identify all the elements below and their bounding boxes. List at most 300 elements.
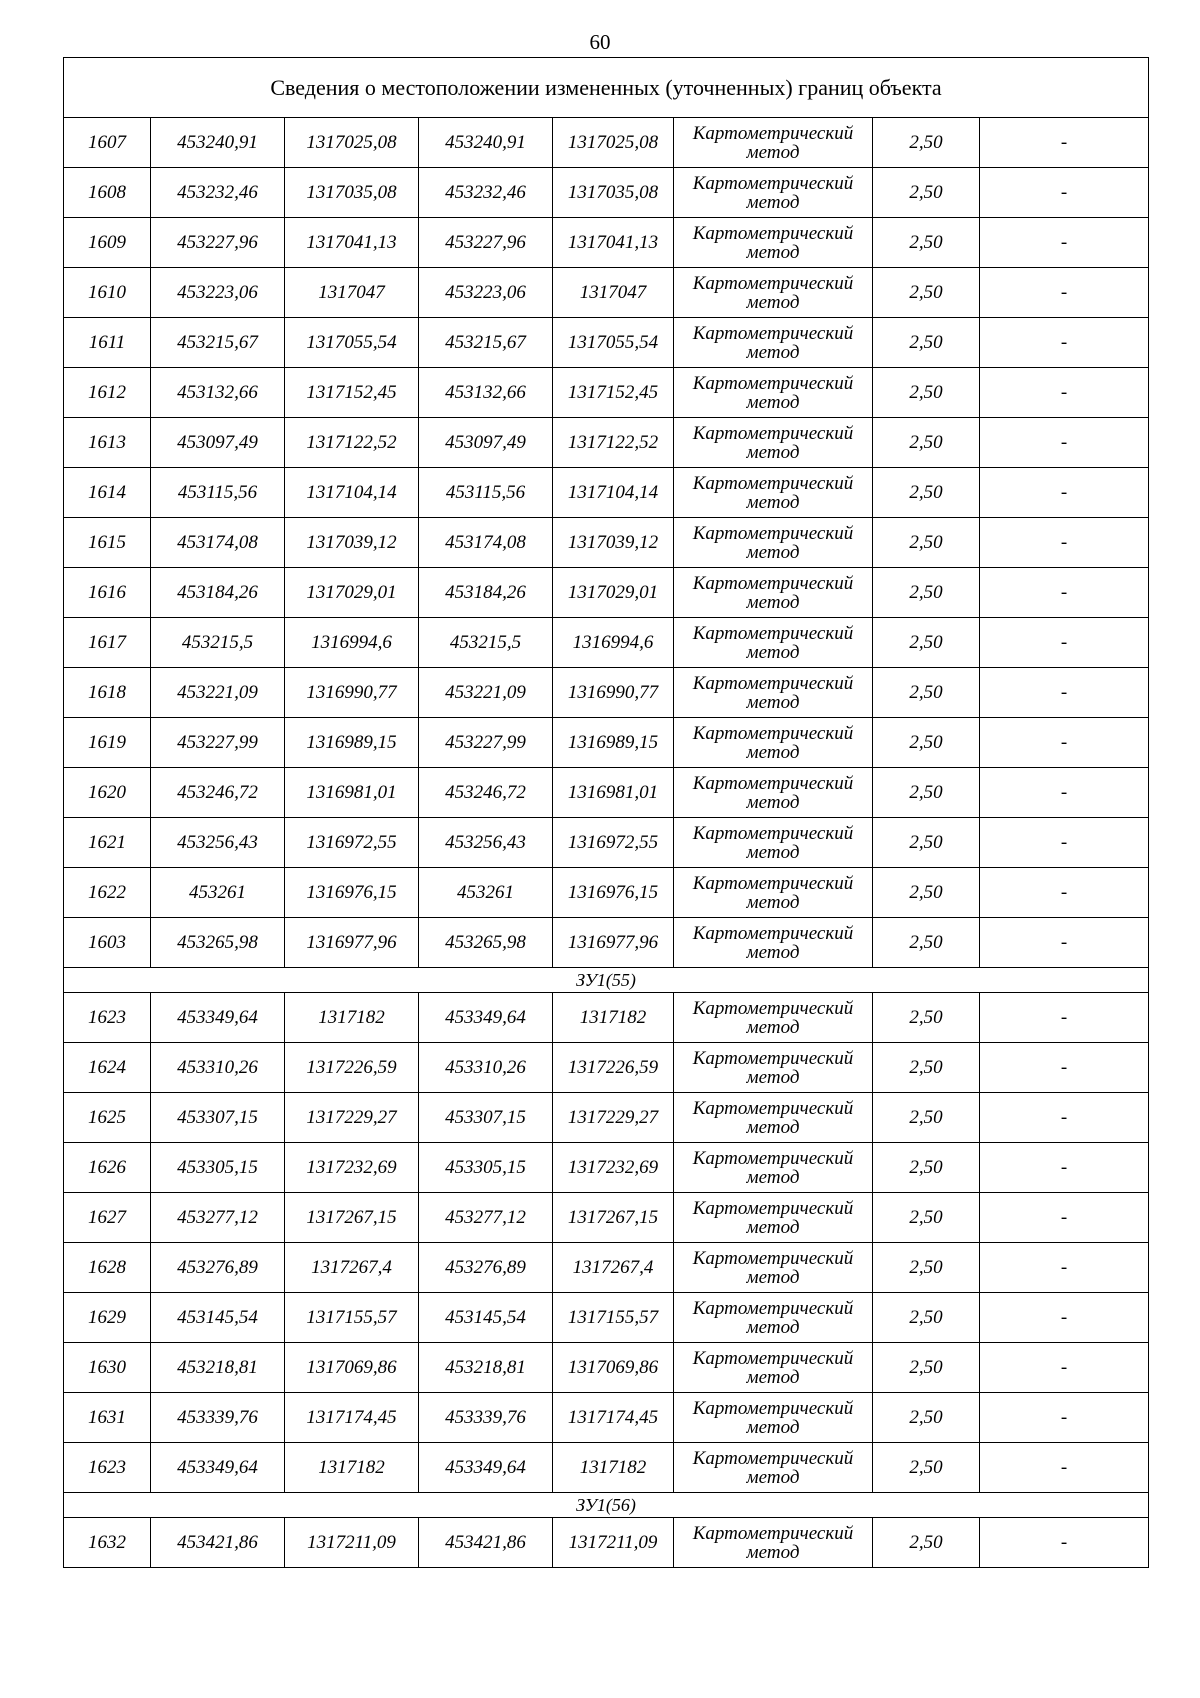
table-row bbox=[64, 1518, 1149, 1568]
x-new-cell: 453132,66 bbox=[419, 368, 553, 418]
method-line1: Картометрический bbox=[692, 922, 854, 944]
table-row bbox=[64, 718, 1149, 768]
x-existing-cell: 453261 bbox=[151, 868, 285, 918]
method-line2: метод bbox=[746, 541, 800, 563]
method-line2: метод bbox=[746, 1116, 800, 1138]
method-cell bbox=[674, 268, 873, 318]
note-cell: - bbox=[980, 1193, 1149, 1243]
point-number-cell: 1625 bbox=[64, 1093, 151, 1143]
x-existing-cell: 453097,49 bbox=[151, 418, 285, 468]
note-cell: - bbox=[980, 418, 1149, 468]
method-line1: Картометрический bbox=[692, 372, 854, 394]
x-existing-cell: 453240,91 bbox=[151, 118, 285, 168]
method-cell bbox=[674, 768, 873, 818]
table-row bbox=[64, 818, 1149, 868]
method-cell bbox=[674, 818, 873, 868]
point-number-cell: 1616 bbox=[64, 568, 151, 618]
method-line2: метод bbox=[746, 641, 800, 663]
method-cell bbox=[674, 368, 873, 418]
section-label: ЗУ1(56) bbox=[64, 1493, 1149, 1518]
note-cell: - bbox=[980, 568, 1149, 618]
method-line1: Картометрический bbox=[692, 522, 854, 544]
y-existing-cell: 1317232,69 bbox=[285, 1143, 419, 1193]
table-row bbox=[64, 868, 1149, 918]
x-existing-cell: 453246,72 bbox=[151, 768, 285, 818]
x-new-cell: 453174,08 bbox=[419, 518, 553, 568]
note-cell: - bbox=[980, 168, 1149, 218]
method-line1: Картометрический bbox=[692, 1397, 854, 1419]
method-line2: метод bbox=[746, 1266, 800, 1288]
note-cell: - bbox=[980, 1343, 1149, 1393]
method-line1: Картометрический bbox=[692, 1447, 854, 1469]
method-cell bbox=[674, 668, 873, 718]
y-existing-cell: 1316976,15 bbox=[285, 868, 419, 918]
x-existing-cell: 453276,89 bbox=[151, 1243, 285, 1293]
method-line2: метод bbox=[746, 1316, 800, 1338]
method-line1: Картометрический bbox=[692, 422, 854, 444]
y-new-cell: 1317104,14 bbox=[553, 468, 674, 518]
point-number-cell: 1615 bbox=[64, 518, 151, 568]
method-line1: Картометрический bbox=[692, 722, 854, 744]
table-row bbox=[64, 118, 1149, 168]
x-new-cell: 453349,64 bbox=[419, 1443, 553, 1493]
accuracy-cell: 2,50 bbox=[873, 818, 980, 868]
table-row bbox=[64, 1443, 1149, 1493]
x-new-cell: 453246,72 bbox=[419, 768, 553, 818]
method-cell bbox=[674, 218, 873, 268]
note-cell: - bbox=[980, 218, 1149, 268]
accuracy-cell: 2,50 bbox=[873, 418, 980, 468]
y-existing-cell: 1316989,15 bbox=[285, 718, 419, 768]
x-existing-cell: 453184,26 bbox=[151, 568, 285, 618]
y-existing-cell: 1317039,12 bbox=[285, 518, 419, 568]
method-line1: Картометрический bbox=[692, 772, 854, 794]
accuracy-cell: 2,50 bbox=[873, 1443, 980, 1493]
method-line1: Картометрический bbox=[692, 1522, 854, 1544]
accuracy-cell: 2,50 bbox=[873, 1243, 980, 1293]
point-number-cell: 1629 bbox=[64, 1293, 151, 1343]
note-cell: - bbox=[980, 1443, 1149, 1493]
note-cell: - bbox=[980, 1393, 1149, 1443]
point-number-cell: 1603 bbox=[64, 918, 151, 968]
table-row bbox=[64, 1293, 1149, 1343]
method-cell bbox=[674, 1143, 873, 1193]
x-new-cell: 453227,96 bbox=[419, 218, 553, 268]
table-row bbox=[64, 1143, 1149, 1193]
x-existing-cell: 453349,64 bbox=[151, 1443, 285, 1493]
x-new-cell: 453240,91 bbox=[419, 118, 553, 168]
y-existing-cell: 1317104,14 bbox=[285, 468, 419, 518]
method-cell bbox=[674, 1518, 873, 1568]
y-new-cell: 1317226,59 bbox=[553, 1043, 674, 1093]
accuracy-cell: 2,50 bbox=[873, 993, 980, 1043]
point-number-cell: 1609 bbox=[64, 218, 151, 268]
x-new-cell: 453305,15 bbox=[419, 1143, 553, 1193]
point-number-cell: 1611 bbox=[64, 318, 151, 368]
y-existing-cell: 1317267,15 bbox=[285, 1193, 419, 1243]
x-existing-cell: 453256,43 bbox=[151, 818, 285, 868]
method-line1: Картометрический bbox=[692, 1297, 854, 1319]
note-cell: - bbox=[980, 1093, 1149, 1143]
y-existing-cell: 1316972,55 bbox=[285, 818, 419, 868]
y-existing-cell: 1316981,01 bbox=[285, 768, 419, 818]
point-number-cell: 1630 bbox=[64, 1343, 151, 1393]
note-cell: - bbox=[980, 818, 1149, 868]
accuracy-cell: 2,50 bbox=[873, 768, 980, 818]
method-cell bbox=[674, 718, 873, 768]
point-number-cell: 1619 bbox=[64, 718, 151, 768]
method-line1: Картометрический bbox=[692, 172, 854, 194]
table-row bbox=[64, 1343, 1149, 1393]
method-line2: метод bbox=[746, 241, 800, 263]
y-new-cell: 1317174,45 bbox=[553, 1393, 674, 1443]
note-cell: - bbox=[980, 993, 1149, 1043]
x-existing-cell: 453305,15 bbox=[151, 1143, 285, 1193]
note-cell: - bbox=[980, 268, 1149, 318]
accuracy-cell: 2,50 bbox=[873, 618, 980, 668]
method-line2: метод bbox=[746, 341, 800, 363]
y-existing-cell: 1317226,59 bbox=[285, 1043, 419, 1093]
accuracy-cell: 2,50 bbox=[873, 218, 980, 268]
x-new-cell: 453310,26 bbox=[419, 1043, 553, 1093]
section-row bbox=[64, 1493, 1149, 1518]
method-cell bbox=[674, 318, 873, 368]
method-cell bbox=[674, 518, 873, 568]
accuracy-cell: 2,50 bbox=[873, 368, 980, 418]
x-existing-cell: 453218,81 bbox=[151, 1343, 285, 1393]
method-line1: Картометрический bbox=[692, 997, 854, 1019]
method-line1: Картометрический bbox=[692, 1247, 854, 1269]
y-new-cell: 1317122,52 bbox=[553, 418, 674, 468]
note-cell: - bbox=[980, 868, 1149, 918]
accuracy-cell: 2,50 bbox=[873, 1343, 980, 1393]
x-existing-cell: 453421,86 bbox=[151, 1518, 285, 1568]
method-line1: Картометрический bbox=[692, 672, 854, 694]
y-new-cell: 1317267,4 bbox=[553, 1243, 674, 1293]
table-title-row bbox=[64, 58, 1149, 118]
y-new-cell: 1317039,12 bbox=[553, 518, 674, 568]
y-existing-cell: 1317182 bbox=[285, 993, 419, 1043]
x-existing-cell: 453265,98 bbox=[151, 918, 285, 968]
x-existing-cell: 453349,64 bbox=[151, 993, 285, 1043]
method-line2: метод bbox=[746, 591, 800, 613]
x-new-cell: 453339,76 bbox=[419, 1393, 553, 1443]
accuracy-cell: 2,50 bbox=[873, 1393, 980, 1443]
table-row bbox=[64, 418, 1149, 468]
x-new-cell: 453145,54 bbox=[419, 1293, 553, 1343]
method-line1: Картометрический bbox=[692, 622, 854, 644]
method-line2: метод bbox=[746, 891, 800, 913]
x-existing-cell: 453310,26 bbox=[151, 1043, 285, 1093]
y-new-cell: 1316972,55 bbox=[553, 818, 674, 868]
method-cell bbox=[674, 1093, 873, 1143]
table-row bbox=[64, 993, 1149, 1043]
x-existing-cell: 453307,15 bbox=[151, 1093, 285, 1143]
x-new-cell: 453265,98 bbox=[419, 918, 553, 968]
note-cell: - bbox=[980, 1143, 1149, 1193]
y-existing-cell: 1316990,77 bbox=[285, 668, 419, 718]
table-row bbox=[64, 368, 1149, 418]
table-row bbox=[64, 1243, 1149, 1293]
method-cell bbox=[674, 1343, 873, 1393]
table-row bbox=[64, 268, 1149, 318]
note-cell: - bbox=[980, 1518, 1149, 1568]
point-number-cell: 1608 bbox=[64, 168, 151, 218]
table-body bbox=[64, 58, 1149, 1568]
point-number-cell: 1610 bbox=[64, 268, 151, 318]
table-row bbox=[64, 1193, 1149, 1243]
table-row bbox=[64, 668, 1149, 718]
note-cell: - bbox=[980, 1243, 1149, 1293]
method-cell bbox=[674, 168, 873, 218]
note-cell: - bbox=[980, 1043, 1149, 1093]
x-new-cell: 453256,43 bbox=[419, 818, 553, 868]
y-existing-cell: 1317029,01 bbox=[285, 568, 419, 618]
method-line2: метод bbox=[746, 1541, 800, 1563]
table-row bbox=[64, 768, 1149, 818]
method-cell bbox=[674, 1043, 873, 1093]
method-line2: метод bbox=[746, 1416, 800, 1438]
x-new-cell: 453277,12 bbox=[419, 1193, 553, 1243]
y-new-cell: 1316989,15 bbox=[553, 718, 674, 768]
accuracy-cell: 2,50 bbox=[873, 668, 980, 718]
x-existing-cell: 453215,67 bbox=[151, 318, 285, 368]
method-line1: Картометрический bbox=[692, 1047, 854, 1069]
note-cell: - bbox=[980, 918, 1149, 968]
method-line2: метод bbox=[746, 491, 800, 513]
accuracy-cell: 2,50 bbox=[873, 918, 980, 968]
accuracy-cell: 2,50 bbox=[873, 168, 980, 218]
point-number-cell: 1607 bbox=[64, 118, 151, 168]
y-new-cell: 1316981,01 bbox=[553, 768, 674, 818]
point-number-cell: 1628 bbox=[64, 1243, 151, 1293]
table-row bbox=[64, 518, 1149, 568]
x-new-cell: 453276,89 bbox=[419, 1243, 553, 1293]
y-new-cell: 1316976,15 bbox=[553, 868, 674, 918]
y-existing-cell: 1316994,6 bbox=[285, 618, 419, 668]
note-cell: - bbox=[980, 668, 1149, 718]
x-existing-cell: 453221,09 bbox=[151, 668, 285, 718]
accuracy-cell: 2,50 bbox=[873, 518, 980, 568]
method-line2: метод bbox=[746, 941, 800, 963]
y-new-cell: 1317182 bbox=[553, 1443, 674, 1493]
method-line2: метод bbox=[746, 691, 800, 713]
accuracy-cell: 2,50 bbox=[873, 868, 980, 918]
point-number-cell: 1626 bbox=[64, 1143, 151, 1193]
x-new-cell: 453215,5 bbox=[419, 618, 553, 668]
note-cell: - bbox=[980, 768, 1149, 818]
point-number-cell: 1618 bbox=[64, 668, 151, 718]
note-cell: - bbox=[980, 618, 1149, 668]
x-existing-cell: 453115,56 bbox=[151, 468, 285, 518]
method-line1: Картометрический bbox=[692, 1347, 854, 1369]
method-line2: метод bbox=[746, 1466, 800, 1488]
x-new-cell: 453232,46 bbox=[419, 168, 553, 218]
y-existing-cell: 1317152,45 bbox=[285, 368, 419, 418]
x-existing-cell: 453132,66 bbox=[151, 368, 285, 418]
point-number-cell: 1632 bbox=[64, 1518, 151, 1568]
method-line2: метод bbox=[746, 391, 800, 413]
x-existing-cell: 453339,76 bbox=[151, 1393, 285, 1443]
method-line1: Картометрический bbox=[692, 1147, 854, 1169]
method-cell bbox=[674, 468, 873, 518]
y-existing-cell: 1317122,52 bbox=[285, 418, 419, 468]
method-line2: метод bbox=[746, 1016, 800, 1038]
method-line2: метод bbox=[746, 441, 800, 463]
method-line1: Картометрический bbox=[692, 272, 854, 294]
table-row bbox=[64, 1093, 1149, 1143]
y-existing-cell: 1317025,08 bbox=[285, 118, 419, 168]
y-new-cell: 1317025,08 bbox=[553, 118, 674, 168]
y-existing-cell: 1317055,54 bbox=[285, 318, 419, 368]
method-cell bbox=[674, 118, 873, 168]
x-existing-cell: 453145,54 bbox=[151, 1293, 285, 1343]
y-new-cell: 1317232,69 bbox=[553, 1143, 674, 1193]
accuracy-cell: 2,50 bbox=[873, 1518, 980, 1568]
point-number-cell: 1612 bbox=[64, 368, 151, 418]
table-row bbox=[64, 1043, 1149, 1093]
y-new-cell: 1317069,86 bbox=[553, 1343, 674, 1393]
x-new-cell: 453261 bbox=[419, 868, 553, 918]
accuracy-cell: 2,50 bbox=[873, 568, 980, 618]
point-number-cell: 1631 bbox=[64, 1393, 151, 1443]
accuracy-cell: 2,50 bbox=[873, 718, 980, 768]
y-existing-cell: 1317267,4 bbox=[285, 1243, 419, 1293]
x-new-cell: 453223,06 bbox=[419, 268, 553, 318]
y-new-cell: 1317041,13 bbox=[553, 218, 674, 268]
y-new-cell: 1317029,01 bbox=[553, 568, 674, 618]
table-row bbox=[64, 468, 1149, 518]
method-line2: метод bbox=[746, 291, 800, 313]
method-line2: метод bbox=[746, 1366, 800, 1388]
note-cell: - bbox=[980, 468, 1149, 518]
x-existing-cell: 453227,99 bbox=[151, 718, 285, 768]
y-new-cell: 1317211,09 bbox=[553, 1518, 674, 1568]
table-row bbox=[64, 218, 1149, 268]
method-cell bbox=[674, 1443, 873, 1493]
table-row bbox=[64, 618, 1149, 668]
method-line1: Картометрический bbox=[692, 822, 854, 844]
y-new-cell: 1317055,54 bbox=[553, 318, 674, 368]
point-number-cell: 1620 bbox=[64, 768, 151, 818]
x-new-cell: 453349,64 bbox=[419, 993, 553, 1043]
method-line2: метод bbox=[746, 741, 800, 763]
x-existing-cell: 453223,06 bbox=[151, 268, 285, 318]
method-line2: метод bbox=[746, 191, 800, 213]
y-new-cell: 1317155,57 bbox=[553, 1293, 674, 1343]
point-number-cell: 1622 bbox=[64, 868, 151, 918]
method-line2: метод bbox=[746, 1066, 800, 1088]
y-existing-cell: 1317041,13 bbox=[285, 218, 419, 268]
method-cell bbox=[674, 1243, 873, 1293]
table-row bbox=[64, 168, 1149, 218]
y-existing-cell: 1317229,27 bbox=[285, 1093, 419, 1143]
note-cell: - bbox=[980, 118, 1149, 168]
x-existing-cell: 453174,08 bbox=[151, 518, 285, 568]
y-new-cell: 1316994,6 bbox=[553, 618, 674, 668]
accuracy-cell: 2,50 bbox=[873, 268, 980, 318]
y-new-cell: 1317047 bbox=[553, 268, 674, 318]
point-number-cell: 1627 bbox=[64, 1193, 151, 1243]
accuracy-cell: 2,50 bbox=[873, 468, 980, 518]
method-line2: метод bbox=[746, 1166, 800, 1188]
x-existing-cell: 453227,96 bbox=[151, 218, 285, 268]
x-new-cell: 453218,81 bbox=[419, 1343, 553, 1393]
x-new-cell: 453227,99 bbox=[419, 718, 553, 768]
y-existing-cell: 1317047 bbox=[285, 268, 419, 318]
y-new-cell: 1317267,15 bbox=[553, 1193, 674, 1243]
x-existing-cell: 453232,46 bbox=[151, 168, 285, 218]
method-cell bbox=[674, 868, 873, 918]
x-new-cell: 453221,09 bbox=[419, 668, 553, 718]
point-number-cell: 1623 bbox=[64, 1443, 151, 1493]
note-cell: - bbox=[980, 1293, 1149, 1343]
x-existing-cell: 453215,5 bbox=[151, 618, 285, 668]
section-label: ЗУ1(55) bbox=[64, 968, 1149, 993]
x-new-cell: 453097,49 bbox=[419, 418, 553, 468]
y-existing-cell: 1317069,86 bbox=[285, 1343, 419, 1393]
y-new-cell: 1316977,96 bbox=[553, 918, 674, 968]
method-line1: Картометрический bbox=[692, 872, 854, 894]
accuracy-cell: 2,50 bbox=[873, 1093, 980, 1143]
accuracy-cell: 2,50 bbox=[873, 318, 980, 368]
accuracy-cell: 2,50 bbox=[873, 118, 980, 168]
y-new-cell: 1317229,27 bbox=[553, 1093, 674, 1143]
table-row bbox=[64, 318, 1149, 368]
table-row bbox=[64, 1393, 1149, 1443]
method-cell bbox=[674, 418, 873, 468]
x-existing-cell: 453277,12 bbox=[151, 1193, 285, 1243]
y-new-cell: 1317035,08 bbox=[553, 168, 674, 218]
x-new-cell: 453215,67 bbox=[419, 318, 553, 368]
table-row bbox=[64, 568, 1149, 618]
y-new-cell: 1317182 bbox=[553, 993, 674, 1043]
method-cell bbox=[674, 918, 873, 968]
method-line1: Картометрический bbox=[692, 472, 854, 494]
y-existing-cell: 1317174,45 bbox=[285, 1393, 419, 1443]
method-cell bbox=[674, 1393, 873, 1443]
accuracy-cell: 2,50 bbox=[873, 1043, 980, 1093]
point-number-cell: 1614 bbox=[64, 468, 151, 518]
method-line1: Картометрический bbox=[692, 572, 854, 594]
x-new-cell: 453115,56 bbox=[419, 468, 553, 518]
y-existing-cell: 1317211,09 bbox=[285, 1518, 419, 1568]
table-row bbox=[64, 918, 1149, 968]
y-existing-cell: 1317155,57 bbox=[285, 1293, 419, 1343]
y-existing-cell: 1317035,08 bbox=[285, 168, 419, 218]
accuracy-cell: 2,50 bbox=[873, 1143, 980, 1193]
y-existing-cell: 1316977,96 bbox=[285, 918, 419, 968]
page-number: 60 bbox=[589, 30, 611, 54]
accuracy-cell: 2,50 bbox=[873, 1293, 980, 1343]
table-title: Сведения о местоположении измененных (уточненных) границ объекта bbox=[64, 58, 1149, 118]
x-new-cell: 453184,26 bbox=[419, 568, 553, 618]
y-existing-cell: 1317182 bbox=[285, 1443, 419, 1493]
y-new-cell: 1317152,45 bbox=[553, 368, 674, 418]
point-number-cell: 1621 bbox=[64, 818, 151, 868]
note-cell: - bbox=[980, 718, 1149, 768]
y-new-cell: 1316990,77 bbox=[553, 668, 674, 718]
note-cell: - bbox=[980, 368, 1149, 418]
method-line1: Картометрический bbox=[692, 122, 854, 144]
method-line2: метод bbox=[746, 791, 800, 813]
point-number-cell: 1613 bbox=[64, 418, 151, 468]
method-line1: Картометрический bbox=[692, 1197, 854, 1219]
point-number-cell: 1617 bbox=[64, 618, 151, 668]
method-line1: Картометрический bbox=[692, 322, 854, 344]
method-line1: Картометрический bbox=[692, 1097, 854, 1119]
method-cell bbox=[674, 1293, 873, 1343]
